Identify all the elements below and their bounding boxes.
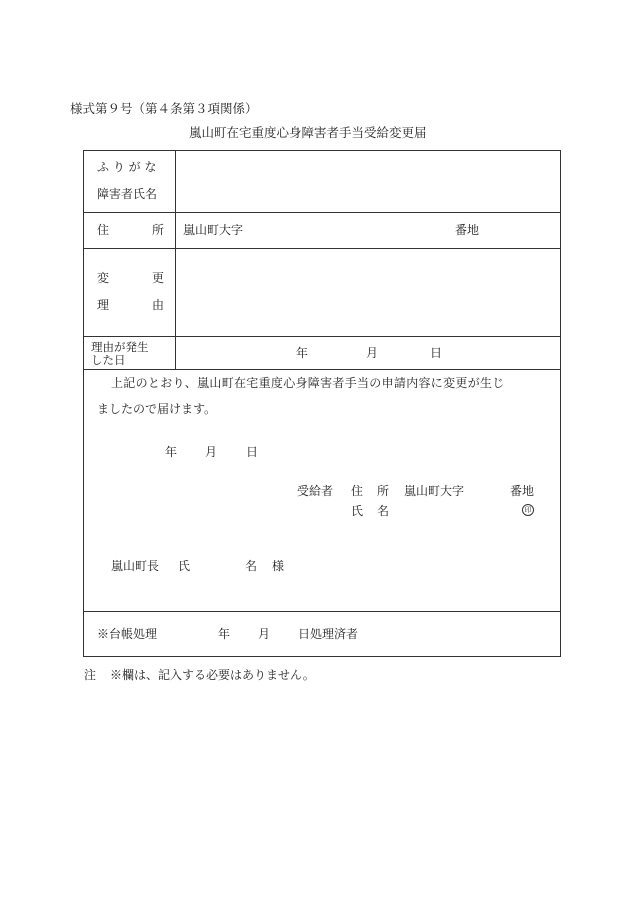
form-title: 嵐山町在宅重度心身障害者手当受給変更届 [189, 125, 427, 140]
address-suffix: 番地 [455, 223, 480, 237]
seal-text: 印 [524, 505, 532, 514]
addressee-name-b: 名 [245, 559, 258, 573]
form-table [83, 150, 561, 657]
declaration-day: 日 [246, 445, 259, 459]
ledger-label: ※台帳処理 [97, 627, 158, 641]
declaration-line1: 上記のとおり、嵐山町在宅重度心身障害者手当の申請内容に変更が生じ [111, 376, 505, 390]
change-reason-label-a1: 変 [97, 271, 110, 285]
name-field[interactable] [176, 151, 560, 212]
recipient-name-a: 氏 [351, 504, 364, 518]
furigana-label: ふ り が な [97, 160, 157, 174]
name-label: 障害者氏名 [97, 187, 158, 201]
recipient-address-suffix: 番地 [510, 484, 535, 498]
recipient-address-prefix: 嵐山町大字 [404, 484, 465, 498]
ledger-year: 年 [218, 627, 231, 641]
address-label-a: 住 [97, 223, 110, 237]
address-prefix: 嵐山町大字 [183, 223, 244, 237]
seal-icon [522, 504, 534, 516]
note-text: ※欄は、記入する必要はありません。 [110, 668, 315, 682]
recipient-address-b: 所 [377, 484, 390, 498]
addressee-honorific: 様 [272, 559, 285, 573]
occurrence-year: 年 [296, 346, 309, 360]
recipient-label: 受給者 [297, 484, 334, 498]
occurrence-label-line2: した日 [91, 353, 126, 367]
change-reason-field[interactable] [176, 249, 560, 336]
change-reason-label-b2: 由 [152, 298, 165, 312]
occurrence-day: 日 [430, 346, 443, 360]
recipient-address-a: 住 [351, 484, 364, 498]
form-number: 様式第９号（第４条第３項関係） [70, 101, 258, 116]
declaration-month: 月 [205, 445, 218, 459]
ledger-processed: 日処理済者 [298, 627, 359, 641]
ledger-month: 月 [258, 627, 271, 641]
change-reason-label-a2: 更 [152, 271, 165, 285]
occurrence-label-line1: 理由が発生 [91, 340, 149, 354]
occurrence-month: 月 [366, 346, 379, 360]
change-reason-label-b1: 理 [97, 298, 110, 312]
address-label-b: 所 [152, 223, 165, 237]
declaration-year: 年 [165, 445, 178, 459]
addressee-name-a: 氏 [178, 559, 191, 573]
declaration-line2: ましたので届けます。 [97, 402, 217, 416]
note-label: 注 [84, 668, 97, 682]
addressee-title: 嵐山町長 [111, 559, 160, 573]
recipient-name-b: 名 [377, 504, 390, 518]
